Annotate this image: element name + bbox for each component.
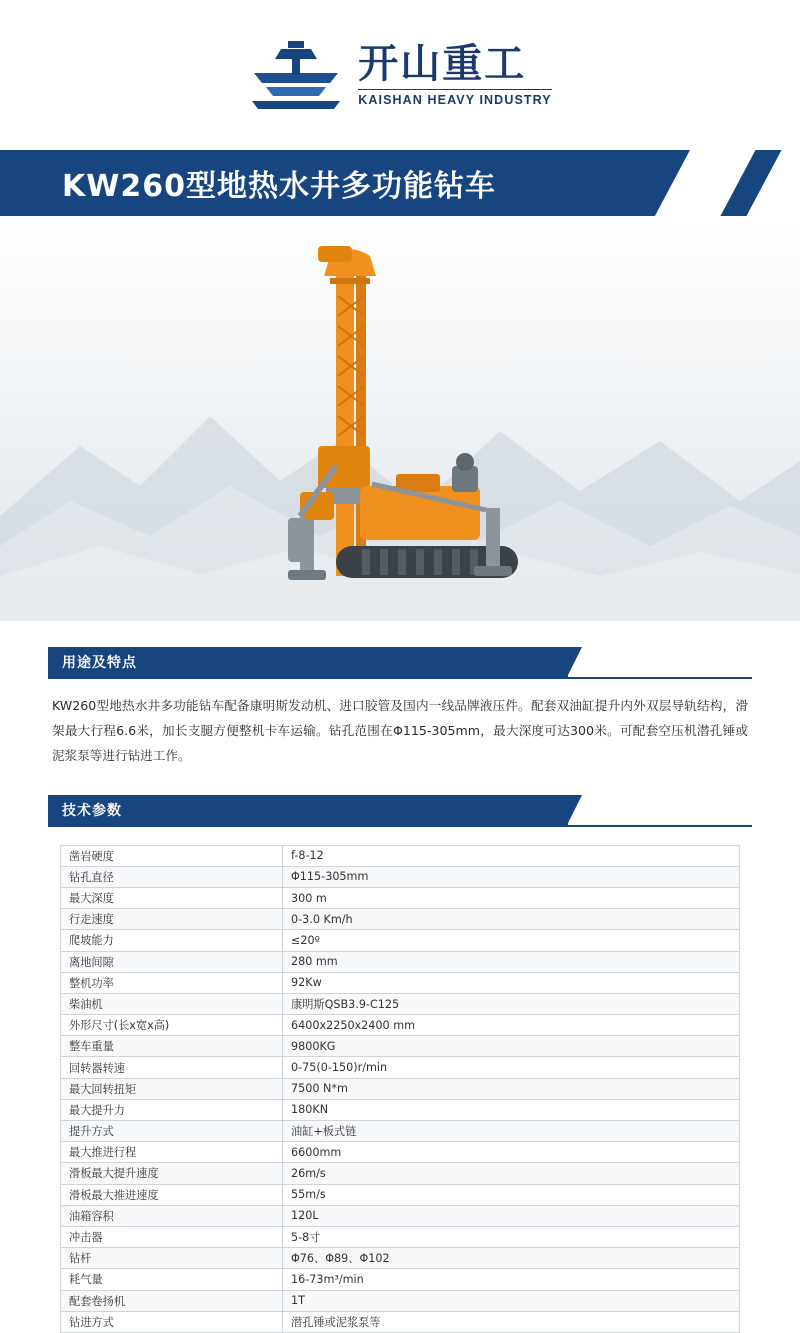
spec-value-cell: 16-73m³/min: [283, 1269, 740, 1290]
spec-value-cell: Φ115-305mm: [283, 866, 740, 887]
table-row: [61, 1248, 740, 1269]
spec-name-cell: 最大推进行程: [61, 1142, 283, 1163]
table-row: [61, 1121, 740, 1142]
spec-value-cell: 6600mm: [283, 1142, 740, 1163]
mountain-logo-icon: [248, 37, 344, 113]
table-row: [61, 930, 740, 951]
table-row: [61, 1099, 740, 1120]
table-row: [61, 1205, 740, 1226]
spec-name-cell: 配套卷扬机: [61, 1290, 283, 1311]
spec-value-cell: Φ76、Φ89、Φ102: [283, 1248, 740, 1269]
table-row: [61, 1036, 740, 1057]
table-row: [61, 1269, 740, 1290]
spec-value-cell: 92Kw: [283, 972, 740, 993]
spec-name-cell: 最大回转扭矩: [61, 1078, 283, 1099]
spec-value-cell: 300 m: [283, 887, 740, 908]
hero-illustration: [0, 216, 800, 621]
page-title: KW260型地热水井多功能钻车: [62, 169, 496, 204]
table-row: [61, 1015, 740, 1036]
spec-name-cell: 柴油机: [61, 993, 283, 1014]
spec-name-cell: 油箱容积: [61, 1205, 283, 1226]
spacer: [0, 769, 800, 795]
spec-value-cell: f-8-12: [283, 845, 740, 866]
table-row: [61, 972, 740, 993]
spec-name-cell: 提升方式: [61, 1121, 283, 1142]
spec-name-cell: 爬坡能力: [61, 930, 283, 951]
specs-section-heading: [0, 795, 800, 825]
table-row: [61, 909, 740, 930]
brand-header: [0, 0, 800, 150]
table-row: [61, 993, 740, 1014]
spec-name-cell: 钻进方式: [61, 1311, 283, 1332]
spec-name-cell: 离地间隙: [61, 951, 283, 972]
spec-name-cell: 最大深度: [61, 887, 283, 908]
spec-name-cell: 整车重量: [61, 1036, 283, 1057]
spec-value-cell: 潜孔锤或泥浆泵等: [283, 1311, 740, 1332]
spec-name-cell: 整机功率: [61, 972, 283, 993]
spec-value-cell: 280 mm: [283, 951, 740, 972]
table-row: [61, 866, 740, 887]
spacer: [0, 621, 800, 647]
brand-text: [358, 43, 551, 107]
table-row: [61, 1290, 740, 1311]
spec-value-cell: 7500 N*m: [283, 1078, 740, 1099]
table-row: [61, 951, 740, 972]
spec-value-cell: 55m/s: [283, 1184, 740, 1205]
spec-name-cell: 耗气量: [61, 1269, 283, 1290]
spec-value-cell: 180KN: [283, 1099, 740, 1120]
banner-accent-stripe: [720, 150, 781, 216]
features-body-text: KW260型地热水井多功能钻车配备康明斯发动机、进口胶管及国内一线品牌液压件。配套双油缸提升内外双层导轨结构，滑架最大行程6.6米，加长支腿方便整机卡车运输。钻孔范围在Φ115-305mm，最大深度可达300米。可配套空压机潜孔锤或泥浆泵等进行钻进工作。: [52, 698, 748, 764]
heading-bar: [48, 795, 568, 825]
table-row: [61, 1078, 740, 1099]
spec-value-cell: 油缸+板式链: [283, 1121, 740, 1142]
spec-value-cell: 9800KG: [283, 1036, 740, 1057]
brand-name-en: KAISHAN HEAVY INDUSTRY: [358, 89, 551, 107]
table-row: [61, 1184, 740, 1205]
specs-heading-label: 技术参数: [62, 802, 122, 819]
spec-name-cell: 最大提升力: [61, 1099, 283, 1120]
spec-value-cell: ≤20º: [283, 930, 740, 951]
table-row: [61, 845, 740, 866]
specs-heading-underline: [48, 825, 752, 827]
table-row: [61, 887, 740, 908]
spec-value-cell: 0-75(0-150)r/min: [283, 1057, 740, 1078]
table-row: [61, 1226, 740, 1247]
table-row: [61, 1311, 740, 1332]
spec-name-cell: 滑板最大提升速度: [61, 1163, 283, 1184]
spec-value-cell: 120L: [283, 1205, 740, 1226]
specs-table-wrap: [60, 845, 740, 1333]
table-row: [61, 1057, 740, 1078]
spec-name-cell: 凿岩硬度: [61, 845, 283, 866]
spec-value-cell: 26m/s: [283, 1163, 740, 1184]
logo-lockup: [248, 37, 551, 113]
product-title-banner: [0, 150, 800, 216]
spec-name-cell: 冲击器: [61, 1226, 283, 1247]
spec-name-cell: 滑板最大推进速度: [61, 1184, 283, 1205]
spec-name-cell: 钻孔直径: [61, 866, 283, 887]
table-row: [61, 1163, 740, 1184]
spec-name-cell: 回转器转速: [61, 1057, 283, 1078]
spec-value-cell: 1T: [283, 1290, 740, 1311]
spec-name-cell: 钻杆: [61, 1248, 283, 1269]
spec-name-cell: 外形尺寸(长x宽x高): [61, 1015, 283, 1036]
features-section-heading: [0, 647, 800, 677]
product-hero-image: [0, 216, 800, 621]
brand-name-cn: 开山重工: [358, 41, 527, 87]
spec-value-cell: 5-8寸: [283, 1226, 740, 1247]
spec-value-cell: 康明斯QSB3.9-C125: [283, 993, 740, 1014]
spec-value-cell: 0-3.0 Km/h: [283, 909, 740, 930]
features-heading-underline: [48, 677, 752, 679]
spec-value-cell: 6400x2250x2400 mm: [283, 1015, 740, 1036]
features-heading-label: 用途及特点: [62, 655, 137, 671]
specifications-table: [60, 845, 740, 1333]
spec-name-cell: 行走速度: [61, 909, 283, 930]
table-row: [61, 1142, 740, 1163]
